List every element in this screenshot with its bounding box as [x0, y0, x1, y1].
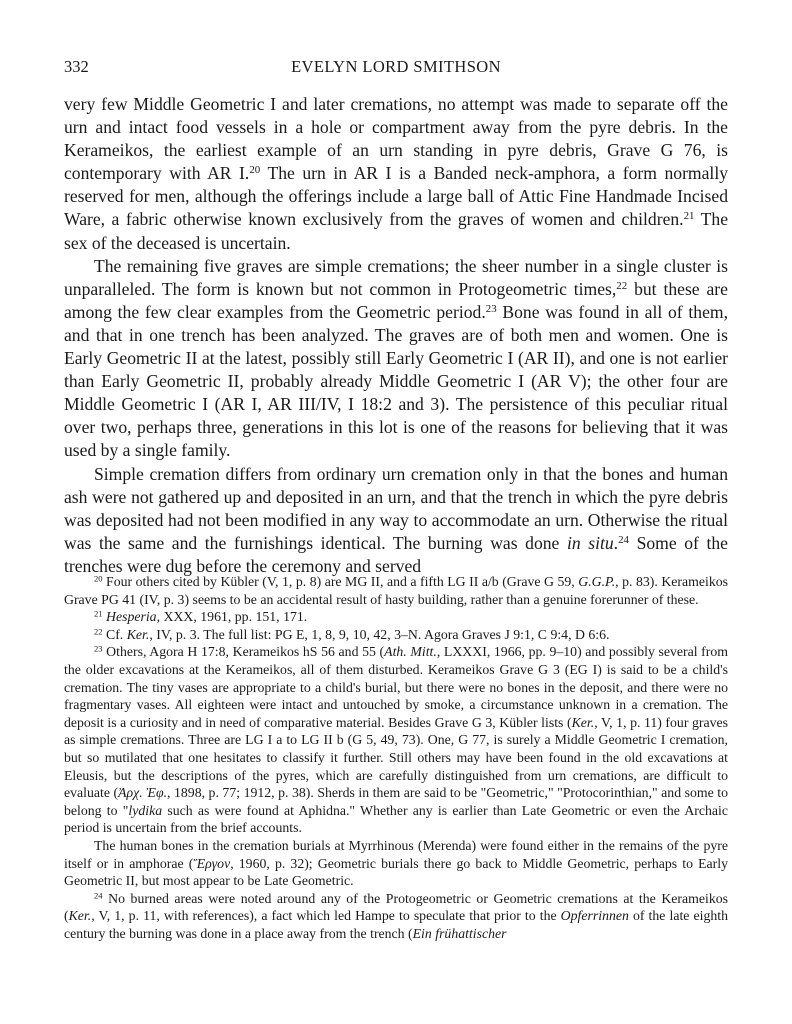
footnote-ref: 24	[618, 533, 629, 546]
footnote-ref: 22	[616, 279, 628, 292]
running-title: EVELYN LORD SMITHSON	[291, 57, 501, 76]
footnote-22: $^{22}$ Cf. Ker., IV, p. 3. The full list: PG E, 1, 8, 9, 10, 42, 3–N. Agora Graves J 9:1, C 9:4, D 6:6.	[94, 626, 610, 642]
footnote-number: 23	[94, 643, 103, 654]
footnote-23-continued: The human bones in the cremation burials at Myrrhinous (Merenda) were found either in the remains of the pyre itself or in amphorae (Ἔργον, 1960, p. 32); Geometric burials there go back to Middle Geometric, perhaps to Early Geometric II, but most appear to be Late Geometric.	[64, 837, 728, 889]
footnote-ref: 23	[485, 302, 497, 315]
footnote-ref: 20	[249, 164, 261, 177]
footnote-21: $^{21}$ Hesperia, XXX, 1961, pp. 151, 171.	[94, 608, 308, 625]
footnote-number: 21	[94, 608, 103, 619]
footnote-24: $^{24}$ No burned areas were noted around any of the Protogeometric or Geometric cremations at the Kerameikos (Ker., V, 1, p. 11, with references), a fact which led Hampe to speculate that prior to the Opferrinnen of the late eighth century the burning was done in a place away from the trench (Ein frühattischer	[64, 889, 728, 941]
footnote-ref: 21	[683, 210, 695, 223]
footnotes	[64, 573, 728, 942]
page-number: 332	[64, 57, 89, 76]
body-paragraph-1: very few Middle Geometric I and later cremations, no attempt was made to separate off the urn and intact food vessels in a hole or compartment away from the pyre debris. In the Kerameikos, the earliest example of an urn standing in pyre debris, Grave G 76, is contemporary with AR I.$^{20}$ The urn in AR I is a Banded neck-amphora, a form normally reserved for men, although the offerings include a large ball of Attic Fine Handmade Incised Ware, a fabric otherwise known exclusively from the graves of women and children.$^{21}$ The sex of the deceased is uncertain.	[64, 94, 729, 253]
running-header	[64, 57, 728, 77]
footnote-23: $^{23}$ Others, Agora H 17:8, Kerameikos hS 56 and 55 (Ath. Mitt., LXXXI, 1966, pp. 9–10) and possibly several from the older excavations at the Kerameikos, all of them disturbed. Kerameikos Grave G 3 (EG I) is said to be a child's cremation. The tiny vases are appropriate to a child's burial, but there were no bones in the deposit, and there were no fragmentary vases. All eighteen were intact and untouched by smoke, a circumstance unknown in a cremation. The deposit is a curiosity and in need of comparative material. Besides Grave G 3, Kübler lists (Ker., V, 1, p. 11) four graves as simple cremations. Three are LG I a to LG II b (G 5, 49, 73). One, G 77, is surely a Middle Geometric I cremation, but so mutilated that one hesitates to classify it further. Still others may have been found in the old excavations at Eleusis, but the descriptions of the pyres, which are carefully distinguished from urn cremations, are difficult to evaluate (Ἀρχ. Ἐφ., 1898, p. 77; 1912, p. 38). Sherds in them are said to be "Geometric," "Protocorinthian," and some to belong to "lydika such as were found at Aphidna." Whether any is earlier than Late Geometric or even the Archaic period is uncertain from the brief accounts.	[64, 643, 729, 836]
footnote-number: 22	[94, 626, 103, 637]
footnote-20: $^{20}$ Four others cited by Kübler (V, 1, p. 8) are MG II, and a fifth LG II a/b (Grave G 59, G.G.P., p. 83). Kerameikos Grave PG 41 (IV, p. 3) seems to be an accidental result of hasty building, rather than a genuine forerunner of these.	[64, 573, 728, 607]
body-paragraph-2: The remaining five graves are simple cremations; the sheer number in a single cluster is unparalleled. The form is known but not common in Protogeometric times,$^{22}$ but these are among the few clear examples from the Geometric period.$^{23}$ Bone was found in all of them, and that in one trench has been analyzed. The graves are of both men and women. One is Early Geometric II at the latest, possibly still Early Geometric I (AR II), and one is not earlier than Early Geometric II, probably already Middle Geometric I (AR V); the other four are Middle Geometric I (AR I, AR III/IV, I 18:2 and 3). The persistence of this peculiar ritual over two, perhaps three, generations in this lot is one of the reasons for believing that it was used by a single family.	[64, 255, 729, 461]
main-text	[64, 93, 728, 578]
footnote-number: 20	[94, 573, 103, 584]
footnote-number: 24	[94, 889, 103, 900]
body-paragraph-3: Simple cremation differs from ordinary urn cremation only in that the bones and human ash were not gathered up and deposited in an urn, and that the trench in which the pyre debris was deposited had not been modified in any way to accommodate an urn. Otherwise the ritual was the same and the furnishings identical. The burning was done in situ.$^{24}$ Some of the trenches were dug before the ceremony and served	[64, 463, 728, 576]
